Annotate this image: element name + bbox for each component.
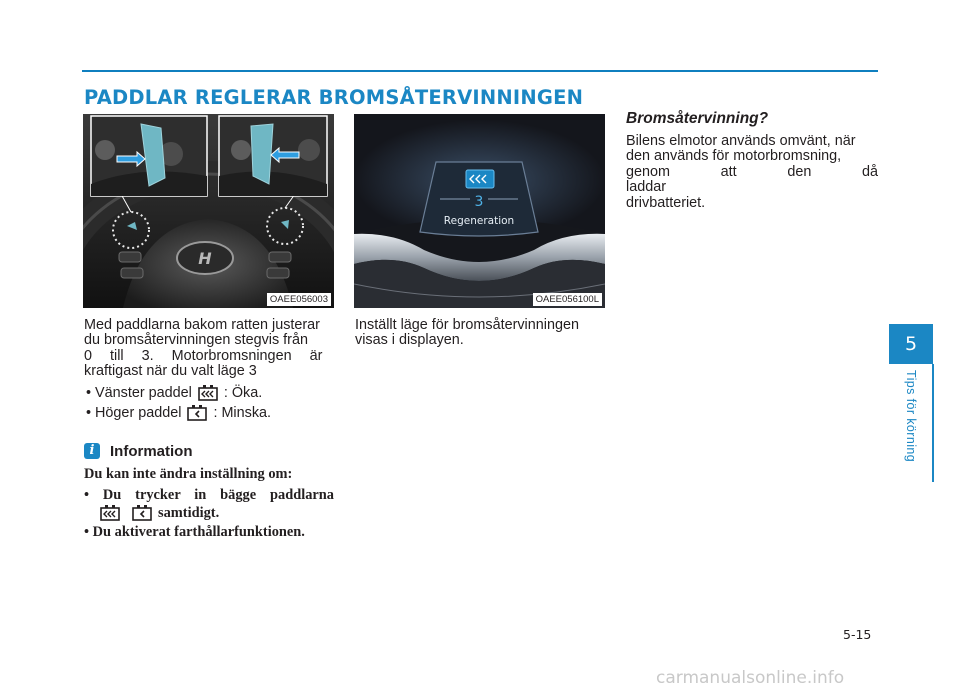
info-bullet-1: • Du trycker in bägge paddlarna	[84, 487, 334, 503]
intro-line: du bromsåtervinningen stegvis från	[84, 332, 308, 349]
chapter-tab: 5	[889, 324, 933, 364]
image-code: OAEE056100L	[533, 293, 602, 306]
cluster-display-photo	[354, 114, 605, 308]
info-bullet-1-cont	[100, 504, 219, 522]
image-code: OAEE056003	[267, 293, 331, 306]
chapter-title-text: Tips för körning	[904, 370, 918, 463]
caption-line: Inställt läge för bromsåtervinningen	[355, 317, 579, 333]
page-number: 5-15	[843, 627, 872, 642]
display-caption	[355, 318, 605, 349]
bullet-left-paddle	[86, 384, 262, 402]
section-heading: Bromsåtervinning?	[626, 110, 769, 127]
regeneration-paragraph	[626, 134, 878, 211]
display-level: 3	[474, 194, 484, 210]
info-icon: i	[84, 443, 100, 459]
page-title: PADDLAR REGLERAR BROMSÅTERVINNINGEN	[84, 86, 584, 109]
bullet-text: • Höger paddel	[86, 405, 182, 421]
chapter-side-rule	[932, 364, 934, 482]
paragraph-line: den används för motorbromsning,	[626, 148, 842, 165]
intro-line: kraftigast när du valt läge 3	[84, 363, 257, 380]
info-bullet-text: samtidigt.	[158, 504, 220, 521]
paragraph-line: Bilens elmotor används omvänt, när	[626, 133, 856, 149]
paddle-decrease-icon	[132, 504, 152, 522]
intro-line: Med paddlarna bakom ratten justerar	[84, 317, 320, 333]
paragraph-line: drivbatteriet.	[626, 194, 706, 211]
caption-line: visas i displayen.	[355, 332, 464, 349]
intro-paragraph	[84, 318, 334, 380]
info-lead: Du kan inte ändra inställning om:	[84, 466, 293, 482]
paddle-increase-icon	[198, 384, 218, 402]
cluster-display-illustration	[354, 114, 605, 308]
display-label: Regeneration	[443, 215, 515, 227]
paragraph-line: genom att den då laddar	[626, 163, 878, 196]
paddle-decrease-icon	[187, 404, 207, 422]
info-heading: Information	[110, 443, 193, 460]
paddle-increase-icon	[100, 504, 120, 522]
svg-text:H: H	[198, 249, 212, 268]
top-rule	[82, 70, 878, 72]
bullet-right-paddle	[86, 404, 271, 422]
bullet-text: : Minska.	[213, 405, 272, 421]
bullet-text: : Öka.	[223, 385, 263, 401]
steering-wheel-illustration	[83, 114, 334, 308]
bullet-text: • Vänster paddel	[86, 385, 192, 401]
intro-line: 0 till 3. Motorbromsningen är	[84, 347, 323, 364]
chapter-title	[901, 370, 921, 480]
watermark: carmanualsonline.info	[656, 668, 845, 688]
steering-wheel-photo	[83, 114, 334, 308]
info-bullet-2: • Du aktiverat farthållarfunktionen.	[84, 524, 305, 540]
